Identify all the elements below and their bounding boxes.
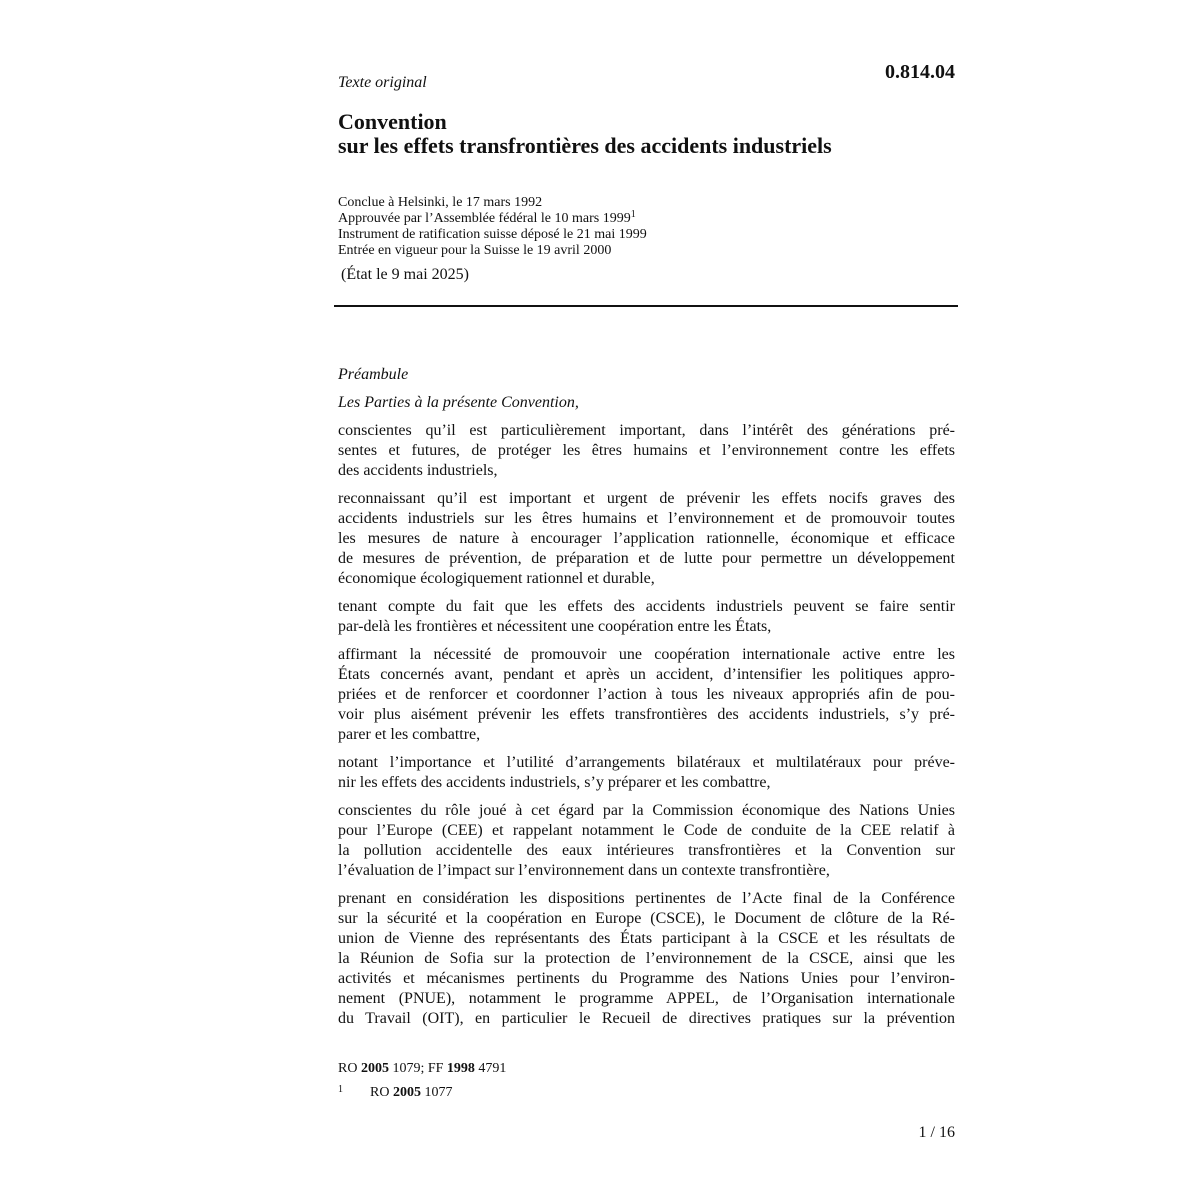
ro-prefix: RO [338, 1061, 361, 1076]
paragraph-line: sur la sécurité et la coopération en Europe (CSCE), le Document de clôture de la Ré- [338, 910, 955, 927]
preamble-paragraph [338, 645, 955, 745]
fn1-rest: 1077 [420, 1085, 453, 1100]
preamble-paragraph [338, 801, 955, 881]
document-title [338, 110, 958, 158]
document-metadata [338, 195, 647, 259]
paragraph-line: reconnaissant qu’il est important et urgent de prévenir les effets nocifs graves des [338, 490, 955, 507]
footnote-1-mark: 1 [338, 1084, 343, 1095]
parties-intro: Les Parties à la présente Convention, [338, 394, 579, 411]
fn1-prefix: RO [370, 1085, 393, 1100]
paragraph-line: du Travail (OIT), en particulier le Recueil de directives pratiques sur la prévention [338, 1010, 955, 1027]
concluded-line: Conclue à Helsinki, le 17 mars 1992 [338, 195, 543, 210]
footnotes [338, 1058, 506, 1103]
paragraph-line: union de Vienne des représentants des États participant à la CSCE et les résultats de [338, 930, 955, 947]
paragraph-line: notant l’importance et l’utilité d’arrangements bilatéraux et multilatéraux pour préve- [338, 754, 955, 771]
official-compilation-reference [338, 1058, 506, 1079]
preamble-paragraph [338, 753, 955, 793]
ratification-line: Instrument de ratification suisse déposé le 21 mai 1999 [338, 227, 647, 242]
paragraph-line: conscientes qu’il est particulièrement important, dans l’intérêt des générations pré- [338, 422, 955, 439]
paragraph-line: des accidents industriels, [338, 462, 498, 479]
paragraph-line: nir les effets des accidents industriels, s’y préparer et les combattre, [338, 774, 771, 791]
preamble-paragraph [338, 597, 955, 637]
fn1-year: 2005 [392, 1085, 421, 1100]
paragraph-line: économique écologiquement rationnel et durable, [338, 570, 655, 587]
title-line-1: Convention [338, 109, 447, 134]
paragraph-line: tenant compte du fait que les effets des accidents industriels peuvent se faire sentir [338, 598, 955, 615]
paragraph-line: accidents industriels sur les êtres humains et l’environnement et de promouvoir toutes [338, 510, 955, 527]
classified-compilation-number: 0.814.04 [885, 61, 955, 83]
footnote-1 [338, 1079, 506, 1103]
paragraph-line: la Réunion de Sofia sur la protection de l’environnement de la CSCE, ainsi que les [338, 950, 955, 967]
ro-rest: 1079; FF [388, 1061, 447, 1076]
paragraph-line: États concernés avant, pendant et après un accident, d’intensifier les politiques appro- [338, 666, 955, 683]
title-line-2: sur les effets transfrontières des accidents industriels [338, 133, 832, 158]
paragraph-line: pour l’Europe (CEE) et rappelant notamment le Code de conduite de la CEE relatif à [338, 822, 955, 839]
entry-into-force-line: Entrée en vigueur pour la Suisse le 19 avril 2000 [338, 243, 612, 258]
header-divider [334, 305, 958, 307]
paragraph-line: priées et de renforcer et coordonner l’action à tous les niveaux appropriés afin de pou- [338, 686, 955, 703]
original-text-label: Texte original [338, 74, 427, 91]
preamble-paragraph [338, 421, 955, 481]
preamble-paragraph [338, 889, 955, 1029]
ro-year: 2005 [360, 1061, 389, 1076]
paragraph-line: prenant en considération les dispositions pertinentes de l’Acte final de la Conférence [338, 890, 955, 907]
paragraph-line: de mesures de prévention, de préparation et de lutte pour permettre un développement [338, 550, 955, 567]
state-date: (État le 9 mai 2025) [341, 266, 469, 283]
preamble-body [338, 421, 955, 1037]
paragraph-line: les mesures de nature à encourager l’application rationnelle, économique et efficace [338, 530, 955, 547]
paragraph-line: parer et les combattre, [338, 726, 481, 743]
paragraph-line: sentes et futures, de protéger les êtres humains et l’environnement contre les effets [338, 442, 955, 459]
approved-text: Approuvée par l’Assemblée fédéral le 10 mars 1999 [338, 211, 631, 226]
preamble-heading: Préambule [338, 366, 409, 383]
paragraph-line: voir plus aisément prévenir les effets transfrontières des accidents industriels, s’y pré- [338, 706, 955, 723]
paragraph-line: par-delà les frontières et nécessitent une coopération entre les États, [338, 618, 772, 635]
ff-rest: 4791 [474, 1061, 507, 1076]
footnote-reference[interactable]: 1 [630, 209, 636, 220]
ff-year: 1998 [446, 1061, 475, 1076]
approved-line [338, 211, 647, 227]
page-number: 1 / 16 [918, 1124, 955, 1141]
preamble-paragraph [338, 489, 955, 589]
paragraph-line: activités et mécanismes pertinents du Programme des Nations Unies pour l’environ- [338, 970, 955, 987]
paragraph-line: l’évaluation de l’impact sur l’environnement dans un contexte transfrontière, [338, 862, 830, 879]
paragraph-line: la pollution accidentelle des eaux intérieures transfrontières et la Convention sur [338, 842, 955, 859]
paragraph-line: affirmant la nécessité de promouvoir une coopération internationale active entre les [338, 646, 955, 663]
paragraph-line: nement (PNUE), notamment le programme APPEL, de l’Organisation internationale [338, 990, 955, 1007]
paragraph-line: conscientes du rôle joué à cet égard par la Commission économique des Nations Unies [338, 802, 955, 819]
